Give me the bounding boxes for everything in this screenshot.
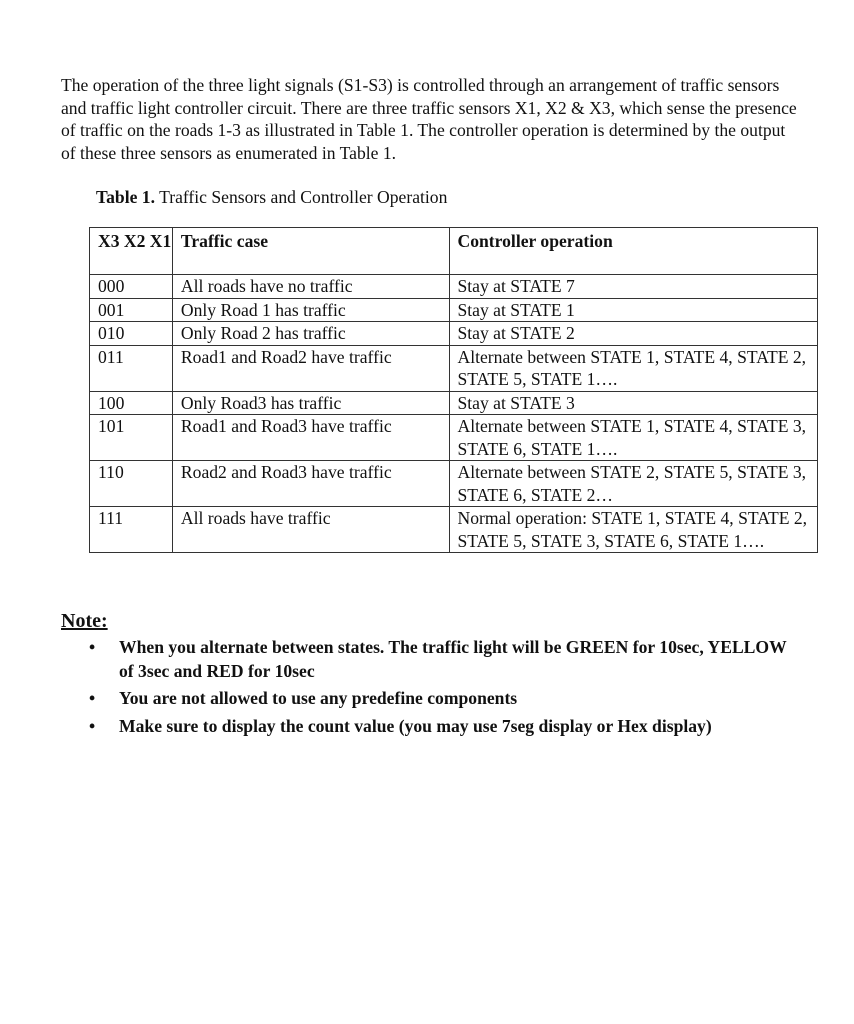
- cell-traffic-case: All roads have traffic: [172, 507, 449, 553]
- cell-traffic-case: Only Road 2 has traffic: [172, 322, 449, 346]
- table-row: [90, 461, 818, 507]
- note-list: [61, 636, 801, 742]
- table-caption-label: Table 1.: [96, 187, 155, 207]
- header-controller-operation: Controller operation: [449, 228, 818, 275]
- cell-controller-operation: Alternate between STATE 2, STATE 5, STATE 3, STATE 6, STATE 2…: [449, 461, 818, 507]
- cell-sensor-bits: 110: [90, 461, 173, 507]
- intro-paragraph: The operation of the three light signals (S1-S3) is controlled through an arrangement of traffic sensors and traffic light controller circuit. There are three traffic sensors X1, X2 & X3, which sense the presence of traffic on the roads 1-3 as illustrated in Table 1. The controller operation is determined by the output of these three sensors as enumerated in Table 1.: [61, 75, 797, 164]
- cell-sensor-bits: 000: [90, 275, 173, 299]
- note-title: Note:: [61, 610, 108, 632]
- cell-sensor-bits: 101: [90, 415, 173, 461]
- bullet-icon: •: [89, 715, 96, 736]
- cell-controller-operation: Alternate between STATE 1, STATE 4, STATE 3, STATE 6, STATE 1….: [449, 415, 818, 461]
- table-row: [90, 415, 818, 461]
- table-row: [90, 322, 818, 346]
- cell-traffic-case: Road2 and Road3 have traffic: [172, 461, 449, 507]
- table-row: [90, 298, 818, 322]
- cell-controller-operation: Stay at STATE 3: [449, 391, 818, 415]
- cell-sensor-bits: 011: [90, 345, 173, 391]
- cell-traffic-case: Only Road3 has traffic: [172, 391, 449, 415]
- bullet-icon: •: [89, 637, 96, 657]
- header-sensor-bits: X3 X2 X1: [90, 228, 173, 275]
- cell-controller-operation: Stay at STATE 2: [449, 322, 818, 346]
- cell-controller-operation: Alternate between STATE 1, STATE 4, STATE 2, STATE 5, STATE 1….: [449, 345, 818, 391]
- table-row: [90, 507, 818, 553]
- cell-sensor-bits: 100: [90, 391, 173, 415]
- cell-traffic-case: Only Road 1 has traffic: [172, 298, 449, 322]
- cell-sensor-bits: 001: [90, 298, 173, 322]
- list-item: [61, 636, 801, 683]
- list-item: [61, 687, 801, 711]
- traffic-sensor-table: [89, 227, 818, 553]
- table-header-row: [90, 228, 818, 275]
- cell-controller-operation: Normal operation: STATE 1, STATE 4, STATE 2, STATE 5, STATE 3, STATE 6, STATE 1….: [449, 507, 818, 553]
- list-item: [61, 715, 801, 739]
- note-text: You are not allowed to use any predefine components: [119, 688, 518, 708]
- table-caption-text: Traffic Sensors and Controller Operation: [155, 187, 448, 207]
- cell-traffic-case: Road1 and Road3 have traffic: [172, 415, 449, 461]
- cell-traffic-case: Road1 and Road2 have traffic: [172, 345, 449, 391]
- table-caption: [96, 186, 447, 208]
- table-row: [90, 391, 818, 415]
- cell-controller-operation: Stay at STATE 1: [449, 298, 818, 322]
- bullet-icon: •: [89, 688, 96, 708]
- cell-traffic-case: All roads have no traffic: [172, 275, 449, 299]
- cell-sensor-bits: 111: [90, 507, 173, 553]
- cell-controller-operation: Stay at STATE 7: [449, 275, 818, 299]
- table-row: [90, 275, 818, 299]
- cell-sensor-bits: 010: [90, 322, 173, 346]
- note-text: Make sure to display the count value (you may use 7seg display or Hex display): [119, 715, 712, 736]
- header-traffic-case: Traffic case: [172, 228, 449, 275]
- table-row: [90, 345, 818, 391]
- note-text: When you alternate between states. The traffic light will be GREEN for 10sec, YELLOW of 3sec and RED for 10sec: [119, 637, 787, 681]
